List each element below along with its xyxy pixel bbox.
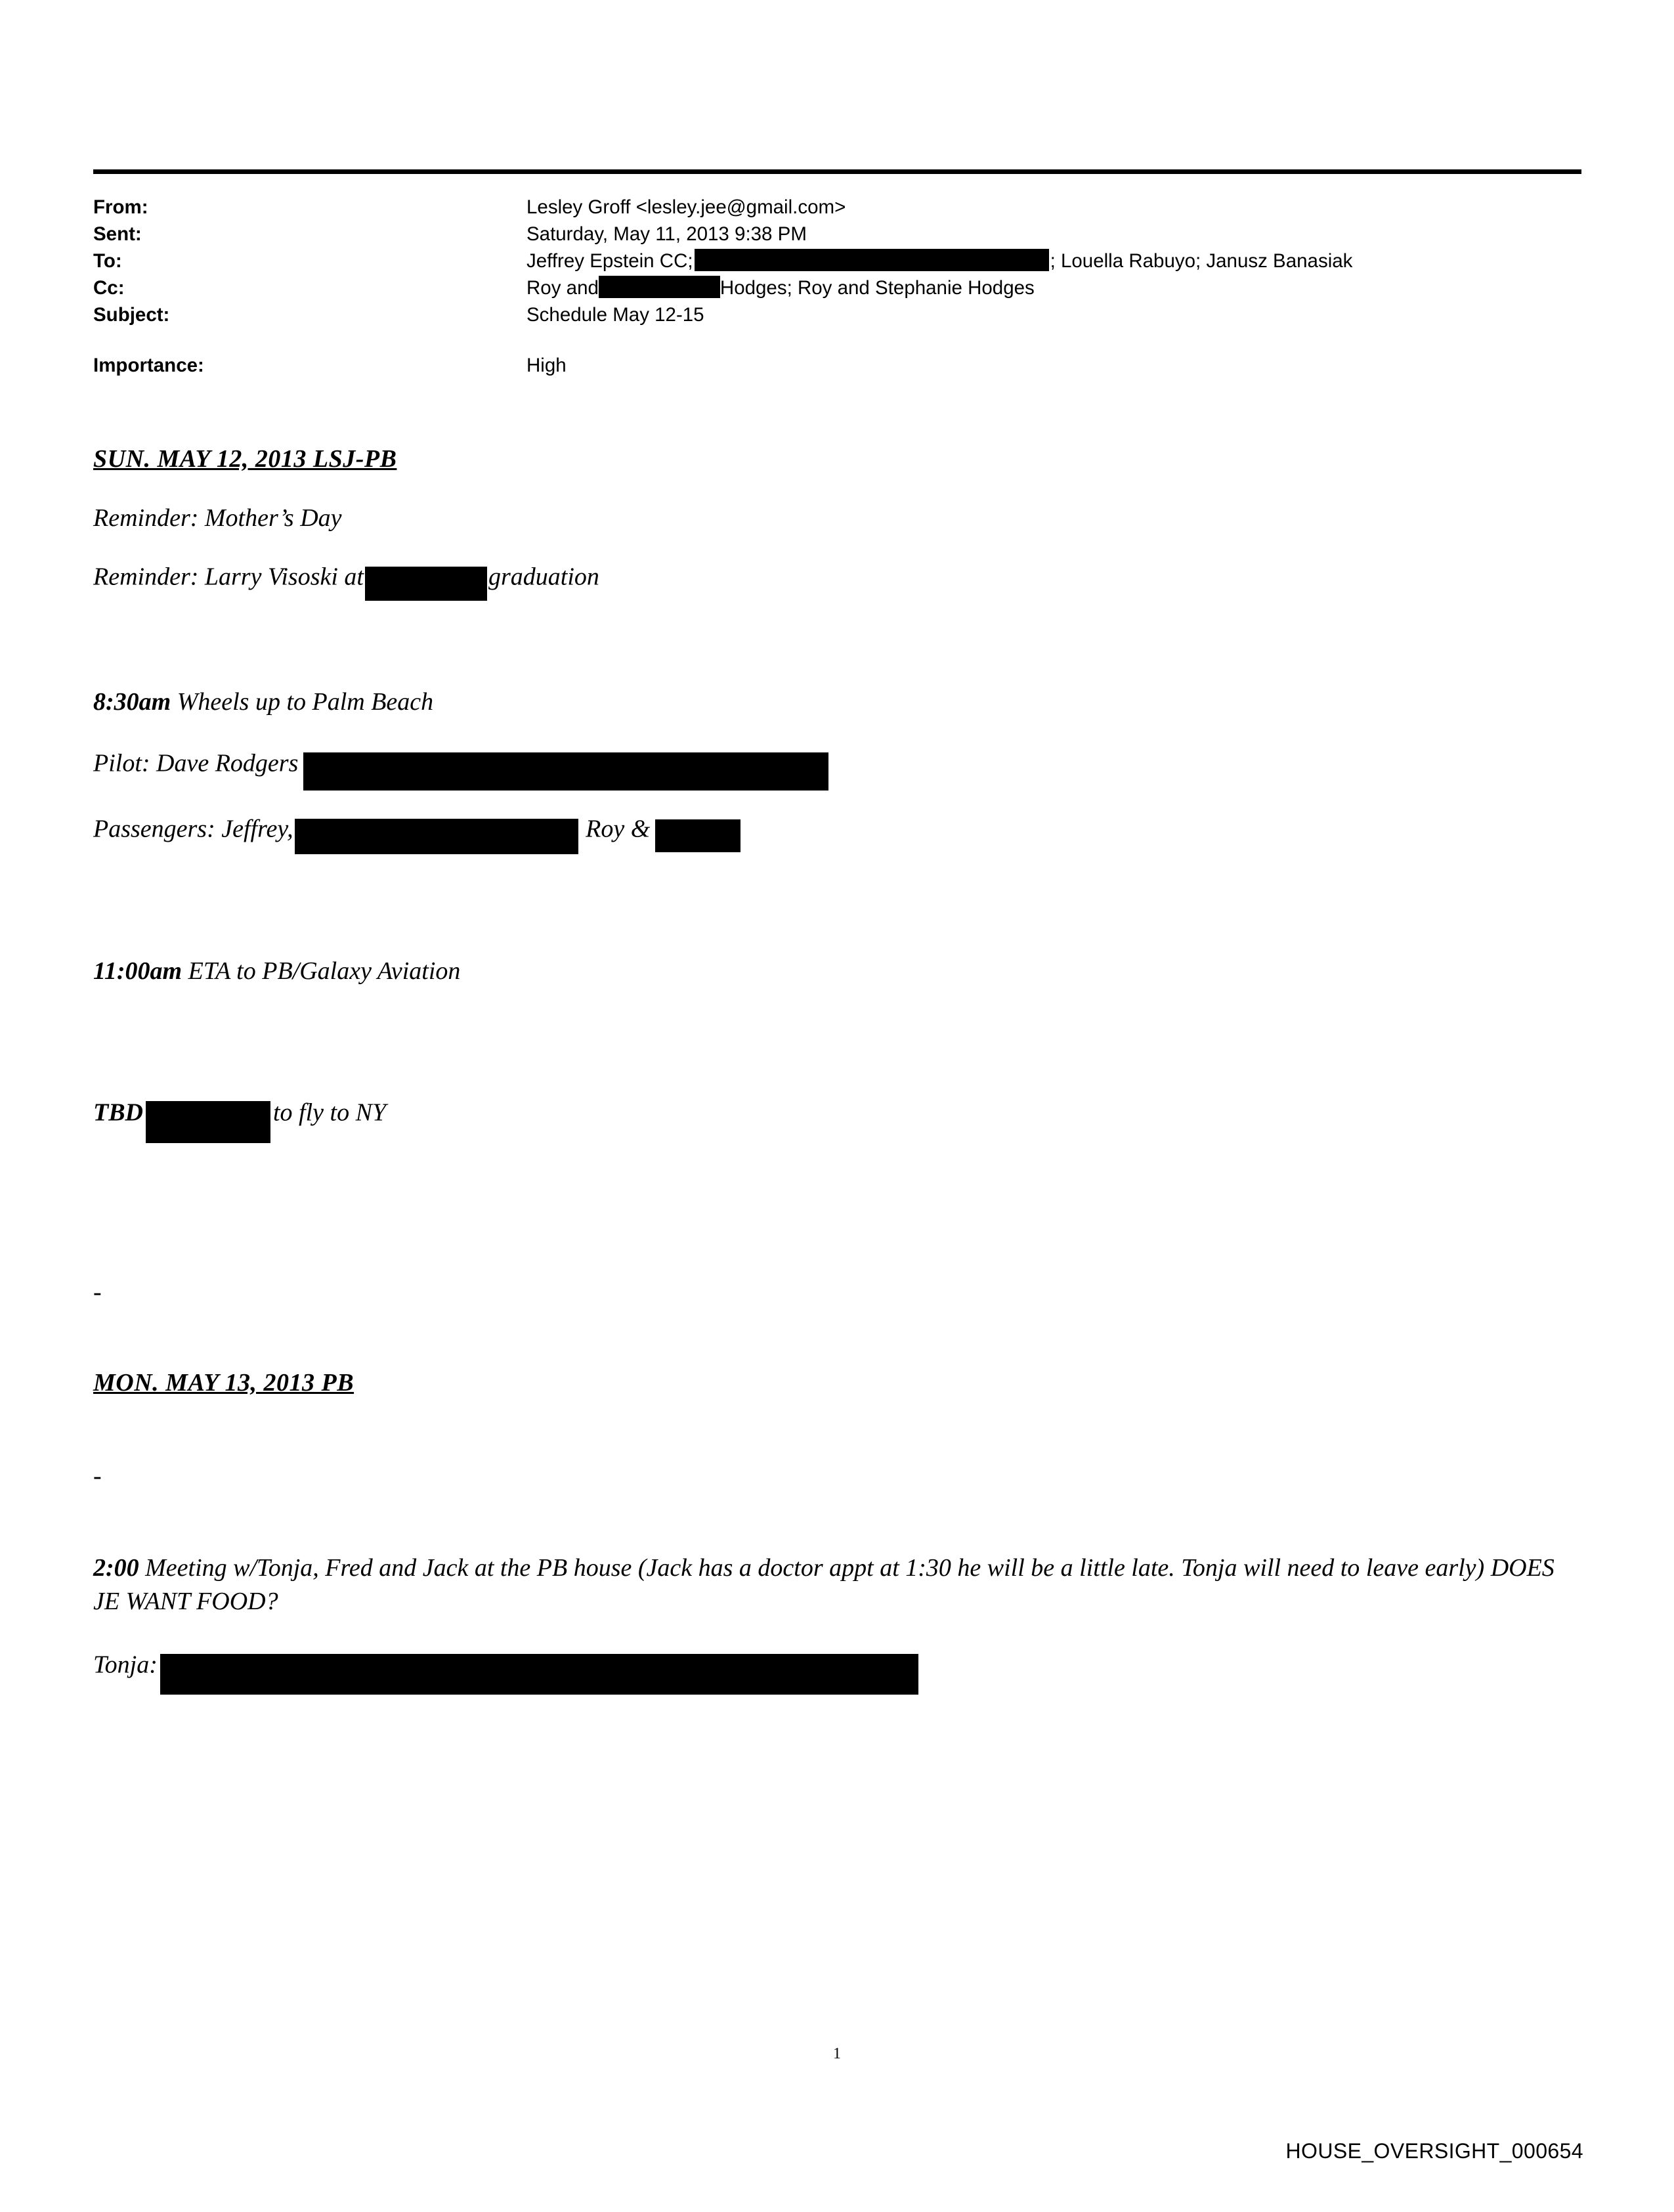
- header-value-cc: [526, 274, 1352, 301]
- reminder-mothers-day: Reminder: Mother’s Day: [93, 504, 342, 532]
- entry-wheels-up-text: Wheels up to Palm Beach: [177, 688, 434, 716]
- header-rule: [93, 169, 1581, 174]
- day-heading-monday: MON. MAY 13, 2013 PB: [93, 1368, 354, 1397]
- entry-tbd-after: to fly to NY: [273, 1099, 387, 1127]
- header-value-cc-after: Hodges; Roy and Stephanie Hodges: [719, 277, 1035, 299]
- header-label-from: From:: [93, 196, 148, 218]
- redaction-box-tonja: [160, 1654, 918, 1695]
- header-label-importance: Importance:: [93, 355, 204, 376]
- entry-passengers-mid: Roy &: [586, 815, 651, 843]
- entry-meeting-time: 2:00: [93, 1554, 139, 1582]
- header-spacer-cell-left: [93, 328, 526, 352]
- entry-eta-time: 11:00am: [93, 957, 182, 985]
- body-gap-7: [93, 1427, 1583, 1462]
- reminder-visoski-graduation: [93, 562, 1583, 596]
- body-gap-1: [93, 625, 1583, 687]
- header-spacer-row: [93, 328, 1352, 352]
- reminder-visoski-text-before: Reminder: Larry Visoski at: [93, 563, 364, 591]
- entry-eta-text: ETA to PB/Galaxy Aviation: [188, 957, 461, 985]
- email-body: [93, 445, 1583, 1687]
- body-gap-8: [93, 1517, 1583, 1551]
- header-spacer-cell-right: [526, 328, 1352, 352]
- entry-tbd-label: TBD: [93, 1099, 143, 1127]
- header-row-subject: [93, 301, 1352, 328]
- redaction-box-to: [695, 249, 1049, 271]
- header-value-importance: High: [526, 355, 567, 376]
- day-heading-sunday: SUN. MAY 12, 2013 LSJ-PB: [93, 445, 397, 473]
- body-gap-4: [93, 1165, 1583, 1244]
- bates-stamp: HOUSE_OVERSIGHT_000654: [1285, 2139, 1583, 2163]
- header-value-to-before: Jeffrey Epstein CC;: [526, 250, 693, 272]
- bullet-dash-2: -: [93, 1462, 102, 1490]
- entry-pilot: [93, 747, 1583, 785]
- entry-eta: [93, 957, 1583, 987]
- page-number: 1: [833, 2045, 841, 2062]
- entry-passengers: [93, 813, 1583, 849]
- entry-meeting: [93, 1551, 1557, 1618]
- entry-tonja-label: Tonja:: [93, 1651, 158, 1679]
- body-gap-3: [93, 1015, 1583, 1094]
- entry-meeting-text: Meeting w/Tonja, Fred and Jack at the PB house (Jack has a doctor appt at 1:30 he will be a little late. Tonja will need to leave early) DOES JE WANT FOOD?: [93, 1554, 1555, 1615]
- header-row-to: [93, 248, 1352, 274]
- entry-tbd: [93, 1094, 1583, 1136]
- header-row-importance: [93, 352, 1352, 379]
- bullet-dash-1: -: [93, 1278, 102, 1307]
- header-label-to: To:: [93, 250, 122, 272]
- body-gap-6: [93, 1334, 1583, 1368]
- entry-wheels-up: [93, 687, 1583, 718]
- entry-pilot-text: Pilot: Dave Rodgers: [93, 749, 299, 777]
- header-value-sent: Saturday, May 11, 2013 9:38 PM: [526, 223, 807, 245]
- header-value-from: Lesley Groff <lesley.jee@gmail.com>: [526, 196, 846, 218]
- entry-passengers-before: Passengers: Jeffrey,: [93, 815, 293, 843]
- redaction-box-tbd: [146, 1101, 270, 1143]
- header-value-to: [526, 248, 1352, 274]
- redaction-box-cc: [599, 276, 720, 298]
- document-content: [93, 169, 1583, 1716]
- header-row-cc: [93, 274, 1352, 301]
- header-row-sent: [93, 221, 1352, 248]
- email-header-table: [93, 194, 1352, 379]
- redaction-box-graduation: [365, 567, 487, 601]
- header-label-sent: Sent:: [93, 223, 142, 245]
- header-value-to-after: ; Louella Rabuyo; Janusz Banasiak: [1050, 250, 1353, 272]
- reminder-visoski-text-after: graduation: [488, 563, 599, 591]
- header-value-cc-before: Roy and: [526, 277, 599, 299]
- header-label-subject: Subject:: [93, 304, 170, 326]
- entry-wheels-up-time: 8:30am: [93, 688, 171, 716]
- body-gap-2: [93, 878, 1583, 957]
- header-value-subject: Schedule May 12-15: [526, 304, 704, 326]
- redaction-box-pilot: [303, 752, 828, 791]
- header-row-from: [93, 194, 1352, 221]
- header-label-cc: Cc:: [93, 277, 125, 299]
- body-gap-5: [93, 1244, 1583, 1278]
- entry-tonja: [93, 1647, 1583, 1687]
- redaction-box-passengers-1: [295, 819, 578, 854]
- redaction-box-passengers-2: [655, 819, 740, 852]
